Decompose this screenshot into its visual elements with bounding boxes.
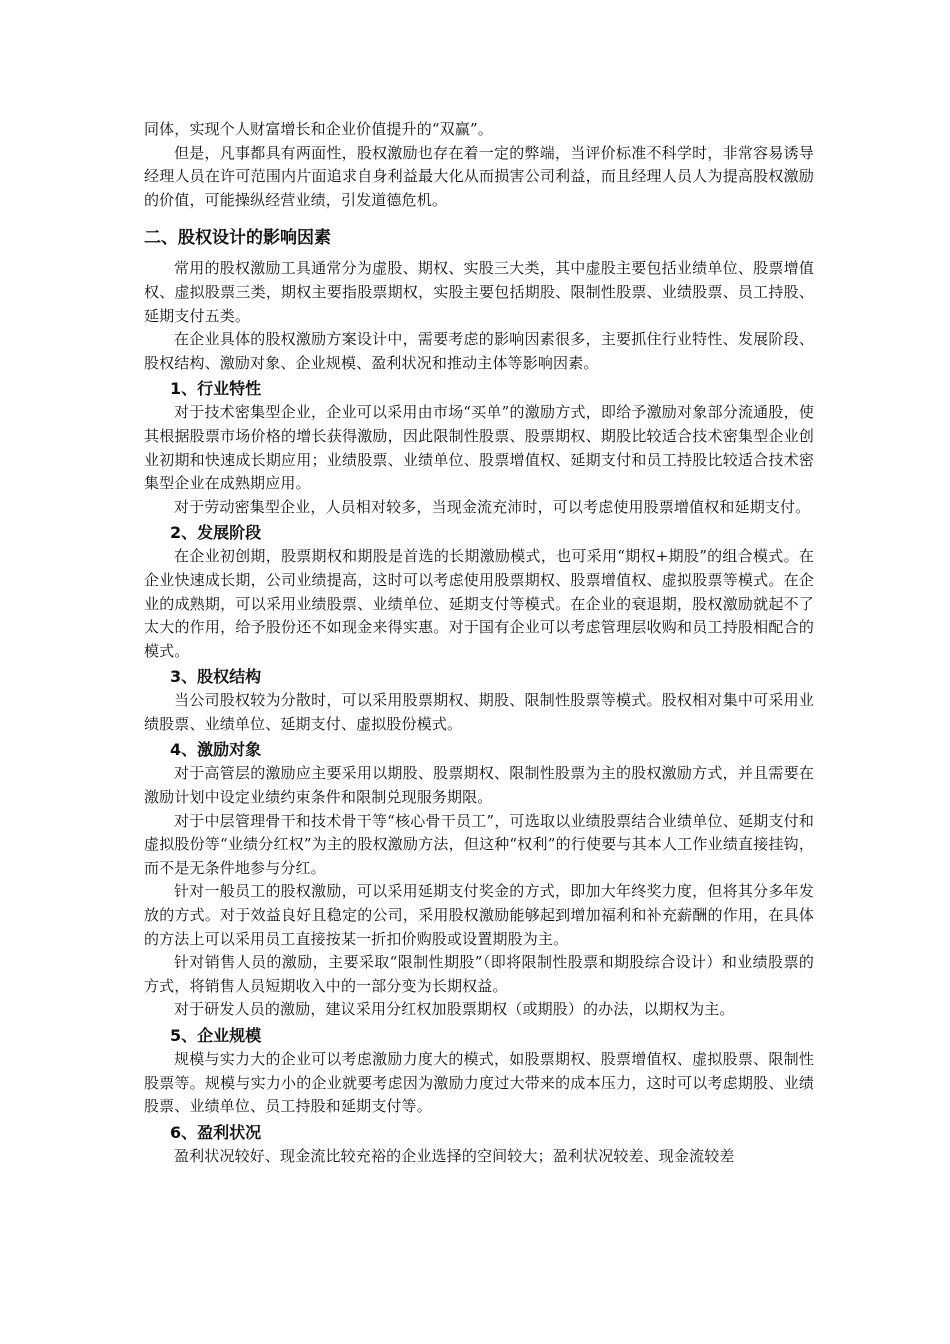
paragraph-core-staff: 对于中层管理骨干和技术骨干等“核心骨干员工”，可选取以业绩股票结合业绩单位、延期支付和虚拟股份等“业绩分红权”为主的股权激励方法，但这种“权利”的行使要与其本人工作业绩直接挂钩，而不是无条件地参与分红。: [144, 811, 814, 877]
paragraph-scale: 规模与实力大的企业可以考虑激励力度大的模式，如股票期权、股票增值权、虚拟股票、限制性股票等。规模与实力小的企业就要考虑因为激励力度过大带来的成本压力，这时可以考虑期股、业绩股票、业绩单位、员工持股和延期支付等。: [144, 1050, 814, 1116]
paragraph-profitability: 盈利状况较好、现金流比较充裕的企业选择的空间较大；盈利状况较差、现金流较差: [174, 1146, 735, 1165]
subheading-scale: 5、企业规模: [170, 1026, 262, 1045]
paragraph-executives: 对于高管层的激励应主要采用以期股、股票期权、限制性股票为主的股权激励方式，并且需要在激励计划中设定业绩约束条件和限制兑现服务期限。: [144, 764, 814, 807]
section-title: 二、股权设计的影响因素: [144, 228, 331, 249]
paragraph-factors: 在企业具体的股权激励方案设计中，需要考虑的影响因素很多，主要抓住行业特性、发展阶段、股权结构、激励对象、企业规模、盈利状况和推动主体等影响因素。: [144, 330, 814, 372]
subheading-structure: 3、股权结构: [170, 667, 262, 687]
paragraph-general-staff: 针对一般员工的股权激励，可以采用延期支付奖金的方式，即加大年终奖力度，但将其分多年发放的方式。对于效益良好且稳定的公司，采用股权激励能够起到增加福利和补充薪酬的作用，在具体的方法上可以采用员工直接按某一折扣价购股或设置期股为主。: [144, 882, 814, 948]
paragraph-continuation: 同体，实现个人财富增长和企业价值提升的“双赢”。: [144, 120, 493, 138]
paragraph-labor-intensive: 对于劳动密集型企业，人员相对较多，当现金流充沛时，可以考虑使用股票增值权和延期支付。: [174, 497, 811, 516]
paragraph-structure: 当公司股权较为分散时，可以采用股票期权、期股、限制性股票等模式。股权相对集中可采用业绩股票、业绩单位、延期支付、虚拟股份模式。: [144, 691, 814, 733]
paragraph-drawbacks: 但是，凡事都具有两面性，股权激励也存在着一定的弊端，当评价标准不科学时，非常容易诱导经理人员在许可范围内片面追求自身利益最大化从而损害公司利益，而且经理人员人为提高股权激励的价值，可能操纵经营业绩，引发道德危机。: [144, 143, 814, 209]
paragraph-rnd: 对于研发人员的激励，建议采用分红权加股票期权（或期股）的办法，以期权为主。: [174, 1000, 735, 1019]
subheading-stage: 2、发展阶段: [170, 523, 262, 543]
paragraph-sales: 针对销售人员的激励，主要采取“限制性期股”（即将限制性股票和期股综合设计）和业绩股票的方式，将销售人员短期收入中的一部分变为长期权益。: [144, 953, 814, 995]
document-body: [144, 118, 814, 1168]
paragraph-tools: 常用的股权激励工具通常分为虚股、期权、实股三大类，其中虚股主要包括业绩单位、股票增值权、虚拟股票三类，期权主要指股票期权，实股主要包括期股、限制性股票、业绩股票、员工持股、延期支付五类。: [144, 259, 814, 325]
subheading-industry: 1、行业特性: [170, 379, 262, 399]
subheading-targets: 4、激励对象: [170, 740, 262, 760]
paragraph-stage: 在企业初创期，股票期权和期股是首选的长期激励模式，也可采用“期权+期股”的组合模式。在企业快速成长期，公司业绩提高，这时可以考虑使用股票期权、股票增值权、虚拟股票等模式。在企业的成熟期，可以采用业绩股票、业绩单位、延期支付等模式。在企业的衰退期，股权激励就起不了太大的作用，给予股份还不如现金来得实惠。对于国有企业可以考虑管理层收购和员工持股相配合的模式。: [144, 547, 814, 660]
subheading-profitability: 6、盈利状况: [170, 1122, 262, 1142]
paragraph-tech-intensive: 对于技术密集型企业，企业可以采用由市场“买单”的激励方式，即给予激励对象部分流通股，使其根据股票市场价格的增长获得激励，因此限制性股票、股票期权、期股比较适合技术密集型企业创业初期和快速成长期应用；业绩股票、业绩单位、股票增值权、延期支付和员工持股比较适合技术密集型企业在成熟期应用。: [144, 403, 814, 493]
